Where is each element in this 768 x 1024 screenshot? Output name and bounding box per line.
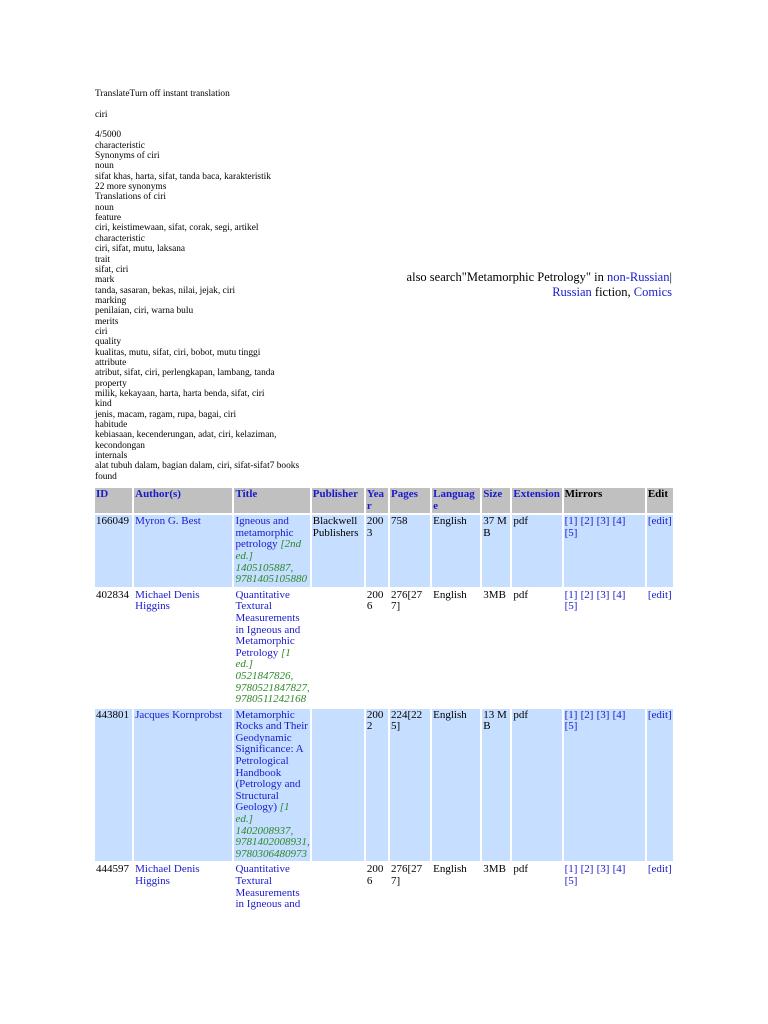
translation-line xyxy=(95,337,340,347)
translation-line-text: sifat khas, harta, sifat, tanda baca, karakteristik xyxy=(95,171,271,182)
translation-line-text: merits xyxy=(95,316,119,327)
mirror-link-5[interactable]: [5] xyxy=(564,600,578,613)
fiction-text: fiction, xyxy=(591,285,634,299)
mirror-link-4[interactable]: [4] xyxy=(612,588,626,601)
results-body xyxy=(95,515,673,912)
cell-year: 2002 xyxy=(366,709,388,862)
translation-line-text: alat tubuh dalam, bagian dalam, ciri, sifat-sifat xyxy=(95,461,270,472)
cell-author xyxy=(134,589,232,707)
translation-line xyxy=(95,296,340,306)
cell-title xyxy=(234,709,309,862)
mirror-link-4[interactable]: [4] xyxy=(612,515,626,528)
cell-edit xyxy=(647,709,673,862)
translation-line-text: quality xyxy=(95,337,122,348)
translation-line-text: internals xyxy=(95,451,128,462)
translation-line xyxy=(95,182,340,192)
translation-line-text: noun xyxy=(95,202,114,213)
edit-link[interactable]: [edit] xyxy=(647,863,672,876)
cell-language: English xyxy=(432,863,480,911)
cell-size: 3MB xyxy=(482,589,510,707)
title-link[interactable]: Quantitative Textural Measurements in Igneous and xyxy=(235,863,301,911)
cell-pages: 758 xyxy=(390,515,430,587)
cell-year: 2006 xyxy=(366,863,388,911)
translation-line xyxy=(95,192,340,202)
translation-line xyxy=(95,306,340,316)
header-id[interactable]: ID xyxy=(95,488,132,513)
translation-line-text: ciri, sifat, mutu, laksana xyxy=(95,244,186,255)
translation-panel xyxy=(95,89,340,482)
translation-line xyxy=(95,430,340,440)
separator: | xyxy=(669,270,672,284)
translation-line xyxy=(95,223,340,233)
cell-title xyxy=(234,863,309,911)
cell-year: 2006 xyxy=(366,589,388,707)
cell-extension: pdf xyxy=(512,709,561,862)
mirror-link-2[interactable]: [2] xyxy=(580,588,594,601)
translation-line xyxy=(95,203,340,213)
mirror-link-2[interactable]: [2] xyxy=(580,863,594,876)
mirror-link-3[interactable]: [3] xyxy=(596,863,610,876)
mirror-link-5[interactable]: [5] xyxy=(564,526,578,539)
translation-line-text: TranslateTurn off instant translation xyxy=(95,89,230,99)
title-link[interactable]: Igneous and metamorphic petrology xyxy=(235,515,294,551)
header-publisher[interactable]: Publisher xyxy=(312,488,364,513)
translation-line xyxy=(95,213,340,223)
cell-mirrors xyxy=(564,589,645,707)
cell-pages: 224[225] xyxy=(390,709,430,862)
translation-line-text: kualitas, mutu, sifat, ciri, bobot, mutu tinggi xyxy=(95,347,261,358)
translation-line xyxy=(95,89,340,99)
header-edit: Edit xyxy=(647,488,673,513)
cell-year: 2003 xyxy=(366,515,388,587)
edition-label: [1 ed.] xyxy=(235,801,290,826)
translation-line-text: atribut, sifat, ciri, perlengkapan, lambang, tanda xyxy=(95,368,275,379)
table-header-row xyxy=(95,488,673,513)
title-link[interactable]: Metamorphic Rocks and Their Geodynamic Significance: A Petrological Handbook (Petrology and Structural Geology) xyxy=(235,708,308,814)
author-link[interactable]: Michael Denis Higgins xyxy=(135,863,200,887)
table-row xyxy=(95,515,673,587)
cell-edit xyxy=(647,515,673,587)
mirror-link-3[interactable]: [3] xyxy=(596,588,610,601)
translation-line-text: found xyxy=(95,471,117,482)
cell-pages: 276[277] xyxy=(390,863,430,911)
translation-line xyxy=(95,472,340,482)
mirror-link-1[interactable]: [1] xyxy=(564,708,578,721)
translation-line-text: kind xyxy=(95,399,112,410)
mirror-link-1[interactable]: [1] xyxy=(564,515,578,528)
translation-line xyxy=(95,275,340,285)
cell-language: English xyxy=(432,709,480,862)
translation-line-text: characteristic xyxy=(95,140,145,151)
header-year[interactable]: Year xyxy=(366,488,388,513)
translation-line xyxy=(95,389,340,399)
translation-line-text: ciri xyxy=(95,326,108,337)
comics-link[interactable]: Comics xyxy=(633,285,672,299)
cell-language: English xyxy=(432,589,480,707)
translation-line-text: attribute xyxy=(95,357,127,368)
translation-line-text: penilaian, ciri, warna bulu xyxy=(95,306,194,317)
cell-id: 443801 xyxy=(95,709,132,862)
title-link[interactable]: Quantitative Textural Measurements in Igneous and Metamorphic Petrology xyxy=(235,588,301,659)
also-search-line xyxy=(400,270,672,300)
translation-line-text: ciri, keistimewaan, sifat, corak, segi, artikel xyxy=(95,223,259,234)
translation-line-text: property xyxy=(95,378,127,389)
cell-title xyxy=(234,515,309,587)
spacer xyxy=(95,120,340,130)
isbn-label: 1405105887, 9781405105880 xyxy=(235,561,307,586)
translation-line xyxy=(95,172,340,182)
translation-line xyxy=(95,255,340,265)
translation-line-text: kecondongan xyxy=(95,440,145,451)
translation-line-text: feature xyxy=(95,213,122,224)
translation-line-text: noun xyxy=(95,161,114,172)
cell-id: 402834 xyxy=(95,589,132,707)
translation-line xyxy=(95,358,340,368)
edition-label: [2nd ed.] xyxy=(235,538,302,562)
translation-line xyxy=(95,348,340,358)
cell-edit xyxy=(647,589,673,707)
edit-link[interactable]: [edit] xyxy=(647,515,672,528)
translation-line xyxy=(95,151,340,161)
mirror-link-2[interactable]: [2] xyxy=(580,708,594,721)
mirror-link-1[interactable]: [1] xyxy=(564,588,578,601)
russian-link[interactable]: Russian xyxy=(552,285,592,299)
translation-line xyxy=(95,286,340,296)
cell-publisher xyxy=(312,589,364,707)
header-pages[interactable]: Pages xyxy=(390,488,430,513)
table-row xyxy=(95,863,673,911)
cell-extension: pdf xyxy=(512,515,561,587)
translation-line xyxy=(95,110,340,120)
spacer xyxy=(95,99,340,109)
cell-author xyxy=(134,863,232,911)
translation-line xyxy=(95,265,340,275)
mirror-link-1[interactable]: [1] xyxy=(564,863,578,876)
translation-line-text: trait xyxy=(95,254,111,265)
mirror-link-4[interactable]: [4] xyxy=(612,708,626,721)
translation-line xyxy=(95,399,340,409)
books-count: 7 books xyxy=(269,461,300,472)
author-link[interactable]: Myron G. Best xyxy=(135,515,201,528)
cell-extension: pdf xyxy=(512,863,561,911)
translation-line xyxy=(95,410,340,420)
cell-pages: 276[277] xyxy=(390,589,430,707)
cell-mirrors xyxy=(564,709,645,862)
translation-line xyxy=(95,451,340,461)
cell-edit xyxy=(647,863,673,911)
cell-size: 13 MB xyxy=(482,709,510,862)
also-search-prefix: also search"Metamorphic Petrology" in xyxy=(406,270,607,284)
cell-title xyxy=(234,589,309,707)
cell-mirrors xyxy=(564,863,645,911)
translation-line-text: habitude xyxy=(95,420,128,430)
translation-line-text: milik, kekayaan, harta, harta benda, sifat, ciri xyxy=(95,388,265,399)
results-table xyxy=(93,486,675,914)
edition-label: [1 ed.] xyxy=(235,646,291,671)
translation-line xyxy=(95,234,340,244)
header-language[interactable]: Language xyxy=(432,488,480,513)
non-russian-link[interactable]: non-Russian xyxy=(606,270,670,284)
table-row xyxy=(95,589,673,707)
cell-size: 3MB xyxy=(482,863,510,911)
translation-line xyxy=(95,327,340,337)
cell-id: 166049 xyxy=(95,515,132,587)
translation-line-text: Synonyms of ciri xyxy=(95,151,160,162)
mirror-link-3[interactable]: [3] xyxy=(596,708,610,721)
header-title[interactable]: Title xyxy=(234,488,309,513)
translation-line-text: tanda, sasaran, bekas, nilai, jejak, ciri xyxy=(95,285,236,296)
edit-link[interactable]: [edit] xyxy=(647,588,672,601)
translation-line xyxy=(95,130,340,140)
mirror-link-4[interactable]: [4] xyxy=(612,863,626,876)
translation-line xyxy=(95,441,340,451)
author-link[interactable]: Jacques Kornprobst xyxy=(135,708,223,721)
translation-line-text: jenis, macam, ragam, rupa, bagai, ciri xyxy=(95,409,237,420)
cell-size: 37 MB xyxy=(482,515,510,587)
translation-line xyxy=(95,379,340,389)
mirror-link-5[interactable]: [5] xyxy=(564,720,578,733)
isbn-label: 0521847826, 9780521847827, 9780511242168 xyxy=(235,669,310,706)
cell-id: 444597 xyxy=(95,863,132,911)
cell-mirrors xyxy=(564,515,645,587)
cell-publisher: Blackwell Publishers xyxy=(312,515,364,587)
cell-publisher xyxy=(312,863,364,911)
mirror-link-2[interactable]: [2] xyxy=(580,515,594,528)
translation-line-text: 4/5000 xyxy=(95,130,122,141)
table-row xyxy=(95,709,673,862)
edit-link[interactable]: [edit] xyxy=(647,708,672,721)
translation-line-text: 22 more synonyms xyxy=(95,182,167,193)
cell-extension: pdf xyxy=(512,589,561,707)
cell-language: English xyxy=(432,515,480,587)
translation-line xyxy=(95,461,340,471)
translation-line xyxy=(95,161,340,171)
translation-line xyxy=(95,141,340,151)
author-link[interactable]: Michael Denis Higgins xyxy=(135,588,200,613)
translation-line xyxy=(95,368,340,378)
header-size[interactable]: Size xyxy=(482,488,510,513)
translation-line-text: kebiasaan, kecenderungan, adat, ciri, kelaziman, xyxy=(95,430,277,441)
cell-author xyxy=(134,515,232,587)
translation-line-text: sifat, ciri xyxy=(95,264,129,275)
mirror-link-5[interactable]: [5] xyxy=(564,875,578,887)
translation-line-text: mark xyxy=(95,275,115,286)
mirror-link-3[interactable]: [3] xyxy=(596,515,610,528)
header-extension[interactable]: Extension xyxy=(512,488,561,513)
translation-line-text: characteristic xyxy=(95,233,145,244)
cell-publisher xyxy=(312,709,364,862)
header-authors[interactable]: Author(s) xyxy=(134,488,232,513)
cell-author xyxy=(134,709,232,862)
translation-line-text: ciri xyxy=(95,109,108,120)
translation-line xyxy=(95,244,340,254)
translation-line-text: Translations of ciri xyxy=(95,192,167,203)
header-mirrors: Mirrors xyxy=(564,488,645,513)
translation-line-text: marking xyxy=(95,295,127,306)
translation-line xyxy=(95,317,340,327)
translation-line xyxy=(95,420,340,430)
isbn-label: 1402008937, 9781402008931, 9780306480973 xyxy=(235,824,310,860)
